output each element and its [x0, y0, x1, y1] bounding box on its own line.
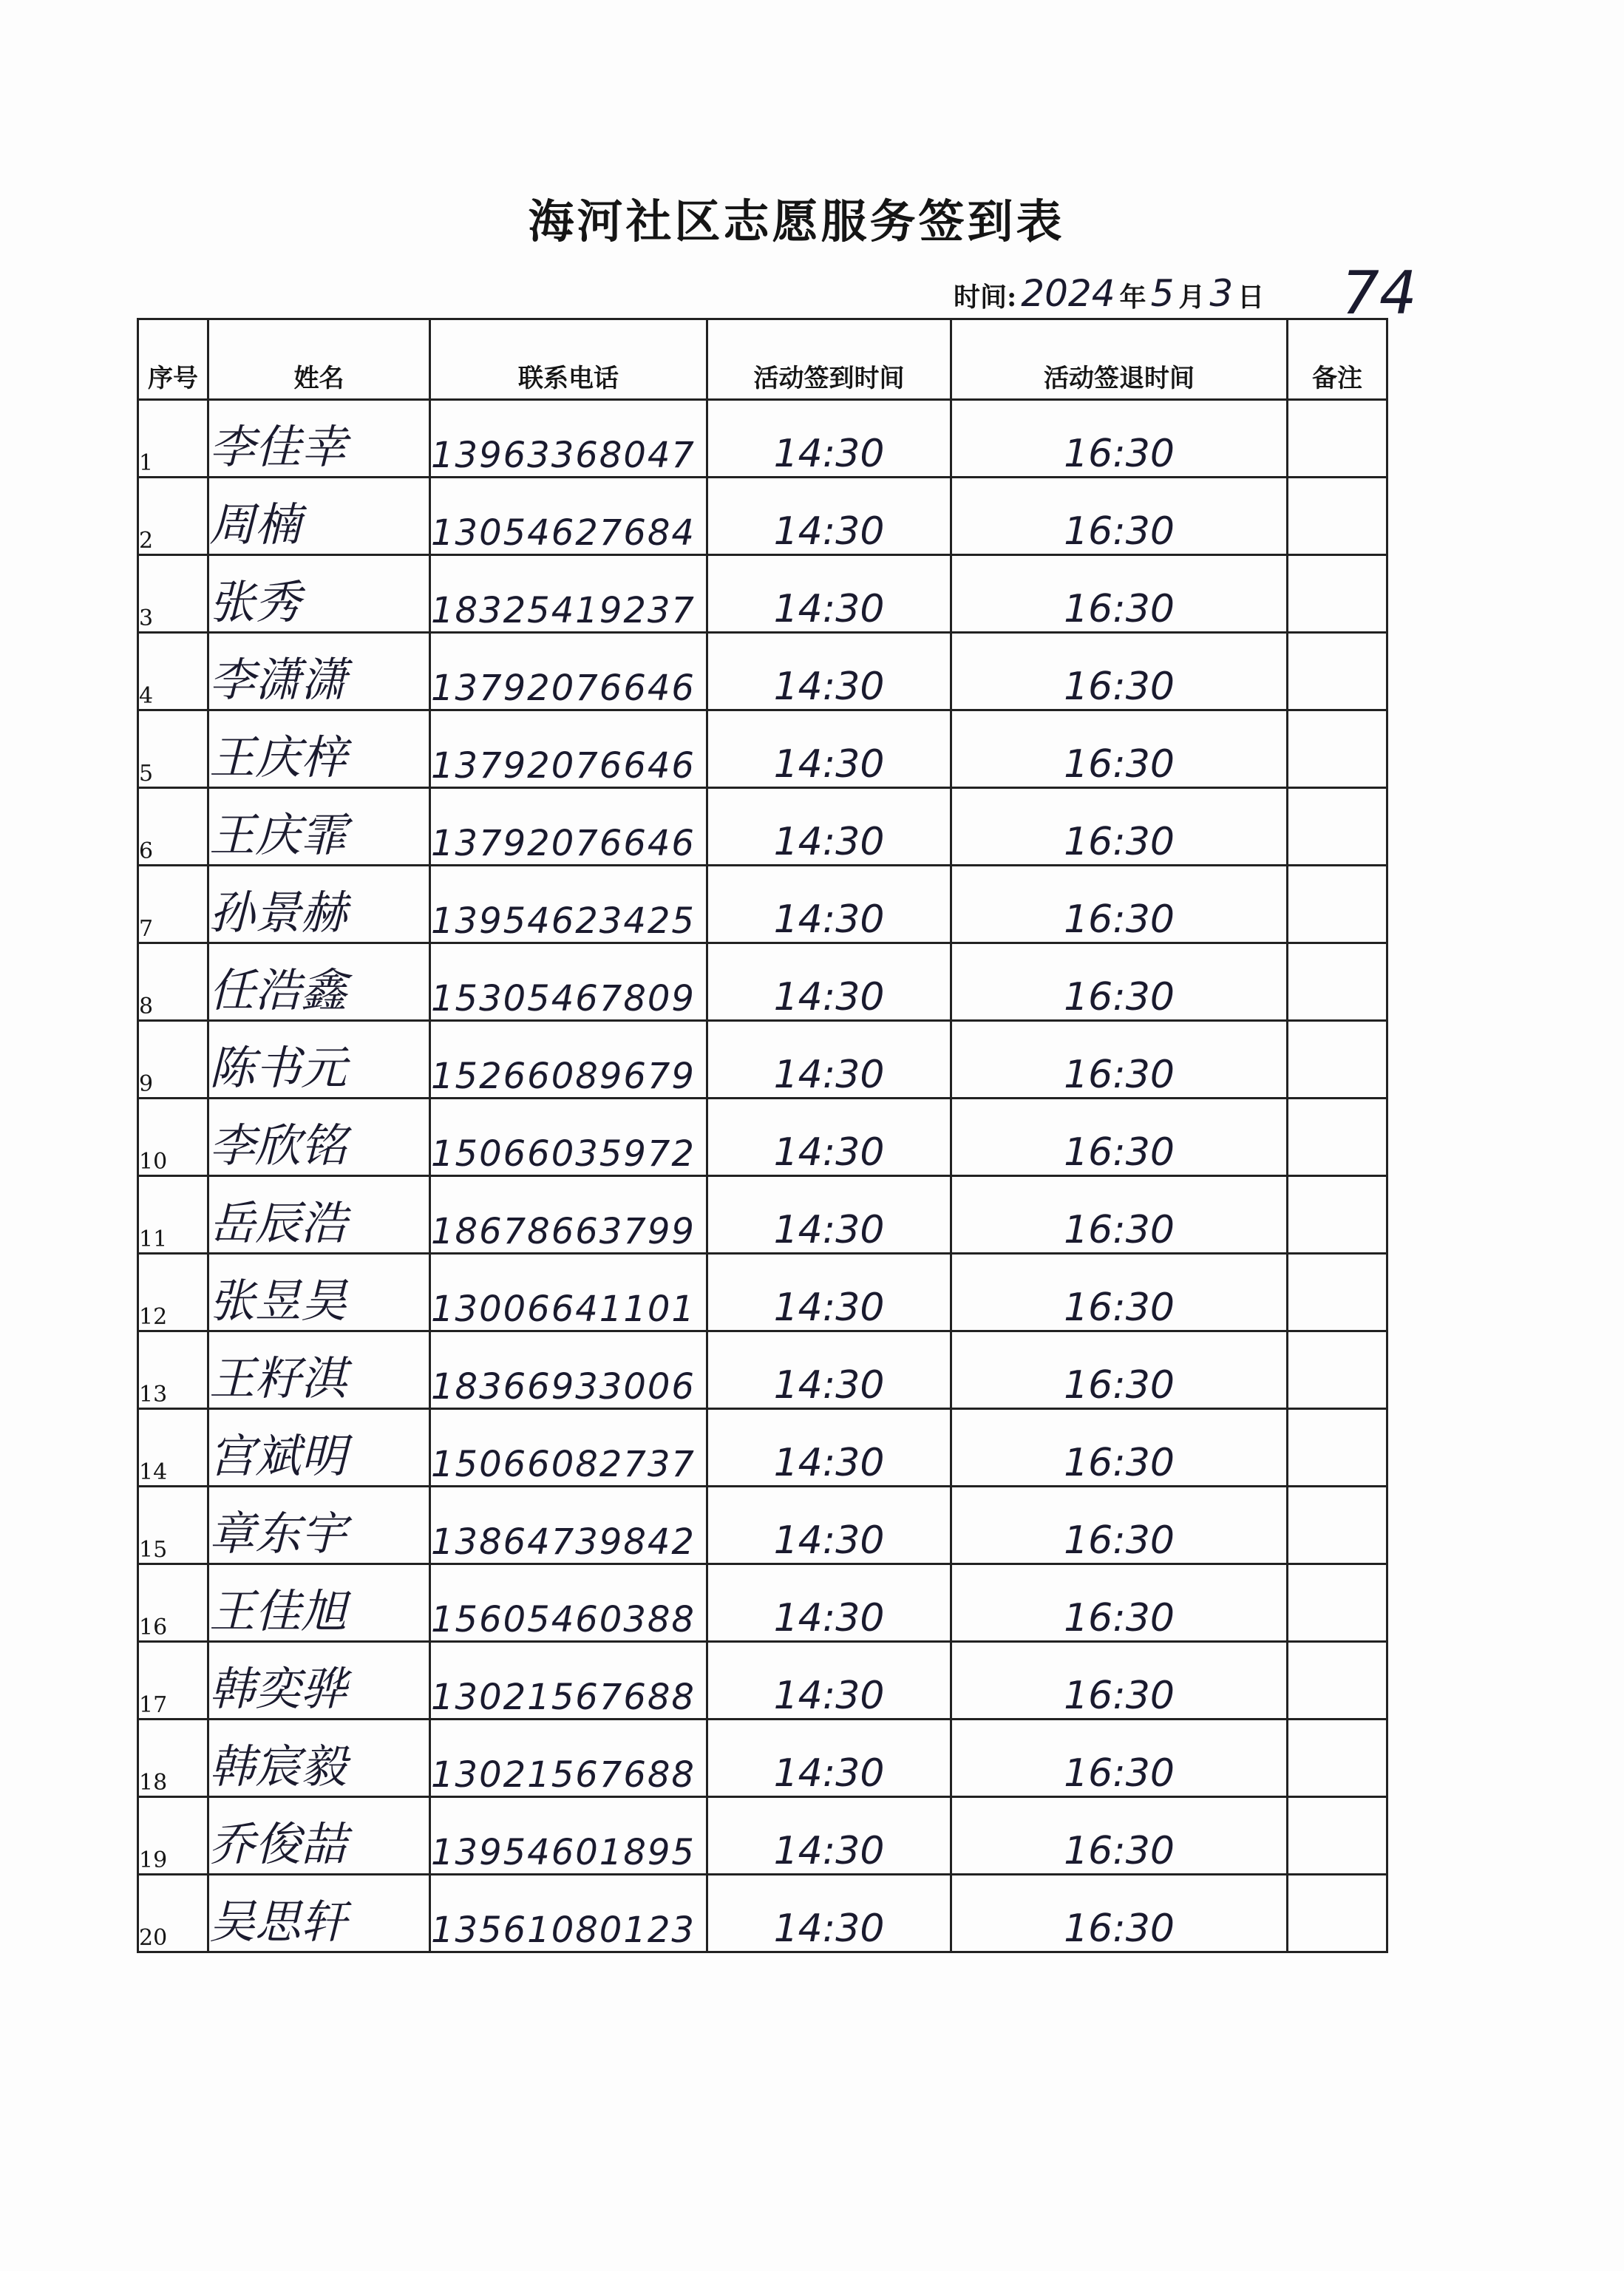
row-index: 1 [138, 400, 208, 478]
table-row [138, 1797, 1387, 1875]
table-row [138, 1021, 1387, 1099]
sign-out-time: 16:30 [951, 788, 1288, 866]
date-month: 5 [1150, 272, 1175, 315]
volunteer-name: 乔俊喆 [208, 1797, 430, 1875]
phone-number: 13021567688 [430, 1720, 707, 1797]
phone-number: 13963368047 [430, 400, 707, 478]
row-index: 2 [138, 478, 208, 555]
sign-in-time: 14:30 [707, 1254, 951, 1331]
phone-number: 15066082737 [430, 1409, 707, 1487]
sign-in-time: 14:30 [707, 866, 951, 943]
table-row [138, 866, 1387, 943]
volunteer-name: 李潇潇 [208, 633, 430, 710]
volunteer-name: 韩宸毅 [208, 1720, 430, 1797]
phone-number: 13021567688 [430, 1642, 707, 1720]
table-row [138, 1875, 1387, 1952]
sign-out-time: 16:30 [951, 1487, 1288, 1564]
table-row [138, 478, 1387, 555]
sign-in-time: 14:30 [707, 1797, 951, 1875]
sign-out-time: 16:30 [951, 1254, 1288, 1331]
note-cell [1288, 478, 1387, 555]
header-phone: 联系电话 [430, 319, 707, 400]
phone-number: 13792076646 [430, 633, 707, 710]
sign-in-time: 14:30 [707, 478, 951, 555]
volunteer-name: 周楠 [208, 478, 430, 555]
row-index: 14 [138, 1409, 208, 1487]
sign-in-time: 14:30 [707, 788, 951, 866]
row-index: 20 [138, 1875, 208, 1952]
sign-out-time: 16:30 [951, 633, 1288, 710]
volunteer-name: 王佳旭 [208, 1564, 430, 1642]
sign-in-time: 14:30 [707, 400, 951, 478]
sign-out-time: 16:30 [951, 1720, 1288, 1797]
volunteer-name: 陈书元 [208, 1021, 430, 1099]
note-cell [1288, 1720, 1387, 1797]
row-index: 8 [138, 943, 208, 1021]
sign-out-time: 16:30 [951, 478, 1288, 555]
row-index: 16 [138, 1564, 208, 1642]
row-index: 4 [138, 633, 208, 710]
volunteer-name: 宫斌明 [208, 1409, 430, 1487]
volunteer-name: 岳辰浩 [208, 1176, 430, 1254]
sign-out-time: 16:30 [951, 1409, 1288, 1487]
note-cell [1288, 1409, 1387, 1487]
sign-out-time: 16:30 [951, 943, 1288, 1021]
volunteer-name: 王籽淇 [208, 1331, 430, 1409]
sign-in-table [137, 318, 1388, 1953]
note-cell [1288, 1487, 1387, 1564]
note-cell [1288, 1021, 1387, 1099]
sign-in-time: 14:30 [707, 633, 951, 710]
note-cell [1288, 1331, 1387, 1409]
table-row [138, 1487, 1387, 1564]
note-cell [1288, 633, 1387, 710]
page-title: 海河社区志愿服务签到表 [528, 194, 1065, 248]
row-index: 10 [138, 1099, 208, 1176]
header-note: 备注 [1288, 319, 1387, 400]
sign-out-time: 16:30 [951, 400, 1288, 478]
sign-out-time: 16:30 [951, 1331, 1288, 1409]
table-row [138, 710, 1387, 788]
volunteer-name: 王庆梓 [208, 710, 430, 788]
table-header-row [138, 319, 1387, 400]
note-cell [1288, 1176, 1387, 1254]
phone-number: 18678663799 [430, 1176, 707, 1254]
sign-in-time: 14:30 [707, 1409, 951, 1487]
phone-number: 13954601895 [430, 1797, 707, 1875]
row-index: 17 [138, 1642, 208, 1720]
row-index: 6 [138, 788, 208, 866]
phone-number: 13561080123 [430, 1875, 707, 1952]
row-index: 3 [138, 555, 208, 633]
phone-number: 15605460388 [430, 1564, 707, 1642]
volunteer-name: 章东宇 [208, 1487, 430, 1564]
volunteer-name: 孙景赫 [208, 866, 430, 943]
date-day: 3 [1209, 272, 1234, 315]
date-day-unit: 日 [1237, 282, 1265, 313]
note-cell [1288, 1564, 1387, 1642]
volunteer-name: 任浩鑫 [208, 943, 430, 1021]
note-cell [1288, 1099, 1387, 1176]
sign-out-time: 16:30 [951, 1176, 1288, 1254]
volunteer-name: 李欣铭 [208, 1099, 430, 1176]
phone-number: 18366933006 [430, 1331, 707, 1409]
date-month-unit: 月 [1178, 282, 1206, 313]
header-sign-in-time: 活动签到时间 [707, 319, 951, 400]
row-index: 9 [138, 1021, 208, 1099]
table-row [138, 788, 1387, 866]
sign-out-time: 16:30 [951, 1642, 1288, 1720]
handwritten-page-mark: 74 [1342, 259, 1417, 327]
phone-number: 18325419237 [430, 555, 707, 633]
row-index: 18 [138, 1720, 208, 1797]
phone-number: 13864739842 [430, 1487, 707, 1564]
table-row [138, 1564, 1387, 1642]
sign-in-time: 14:30 [707, 1564, 951, 1642]
note-cell [1288, 1642, 1387, 1720]
phone-number: 13054627684 [430, 478, 707, 555]
volunteer-name: 张昱昊 [208, 1254, 430, 1331]
row-index: 19 [138, 1797, 208, 1875]
volunteer-name: 韩奕骅 [208, 1642, 430, 1720]
note-cell [1288, 555, 1387, 633]
sign-in-time: 14:30 [707, 1875, 951, 1952]
table-row [138, 1642, 1387, 1720]
sign-out-time: 16:30 [951, 1099, 1288, 1176]
header-name: 姓名 [208, 319, 430, 400]
table-row [138, 400, 1387, 478]
phone-number: 13006641101 [430, 1254, 707, 1331]
sign-out-time: 16:30 [951, 1564, 1288, 1642]
sign-out-time: 16:30 [951, 1875, 1288, 1952]
sign-in-time: 14:30 [707, 710, 951, 788]
sign-out-time: 16:30 [951, 710, 1288, 788]
row-index: 12 [138, 1254, 208, 1331]
sign-out-time: 16:30 [951, 866, 1288, 943]
note-cell [1288, 866, 1387, 943]
sign-in-time: 14:30 [707, 1099, 951, 1176]
date-label: 时间: [954, 282, 1017, 313]
volunteer-name: 李佳幸 [208, 400, 430, 478]
note-cell [1288, 710, 1387, 788]
sign-out-time: 16:30 [951, 1021, 1288, 1099]
row-index: 11 [138, 1176, 208, 1254]
note-cell [1288, 1254, 1387, 1331]
note-cell [1288, 1875, 1387, 1952]
note-cell [1288, 400, 1387, 478]
note-cell [1288, 943, 1387, 1021]
table-row [138, 633, 1387, 710]
date-year-unit: 年 [1119, 282, 1146, 313]
note-cell [1288, 1797, 1387, 1875]
sign-in-time: 14:30 [707, 1176, 951, 1254]
sign-out-time: 16:30 [951, 555, 1288, 633]
note-cell [1288, 788, 1387, 866]
sign-out-time: 16:30 [951, 1797, 1288, 1875]
table-row [138, 1254, 1387, 1331]
table-row [138, 1331, 1387, 1409]
sign-in-time: 14:30 [707, 1642, 951, 1720]
table-row [138, 1720, 1387, 1797]
volunteer-name: 王庆霏 [208, 788, 430, 866]
row-index: 15 [138, 1487, 208, 1564]
phone-number: 15266089679 [430, 1021, 707, 1099]
row-index: 13 [138, 1331, 208, 1409]
row-index: 7 [138, 866, 208, 943]
phone-number: 15305467809 [430, 943, 707, 1021]
table-row [138, 555, 1387, 633]
sign-in-time: 14:30 [707, 1021, 951, 1099]
row-index: 5 [138, 710, 208, 788]
phone-number: 13792076646 [430, 710, 707, 788]
phone-number: 15066035972 [430, 1099, 707, 1176]
table-row [138, 943, 1387, 1021]
volunteer-name: 吴思轩 [208, 1875, 430, 1952]
volunteer-name: 张秀 [208, 555, 430, 633]
table-row [138, 1099, 1387, 1176]
phone-number: 13954623425 [430, 866, 707, 943]
table-row [138, 1409, 1387, 1487]
date-year: 2024 [1021, 272, 1115, 315]
sign-in-time: 14:30 [707, 1720, 951, 1797]
sign-in-time: 14:30 [707, 1487, 951, 1564]
sign-in-time: 14:30 [707, 1331, 951, 1409]
phone-number: 13792076646 [430, 788, 707, 866]
sign-in-time: 14:30 [707, 555, 951, 633]
table-row [138, 1176, 1387, 1254]
header-sign-out-time: 活动签退时间 [951, 319, 1288, 400]
header-index: 序号 [138, 319, 208, 400]
date-line [954, 272, 1264, 324]
sign-in-time: 14:30 [707, 943, 951, 1021]
